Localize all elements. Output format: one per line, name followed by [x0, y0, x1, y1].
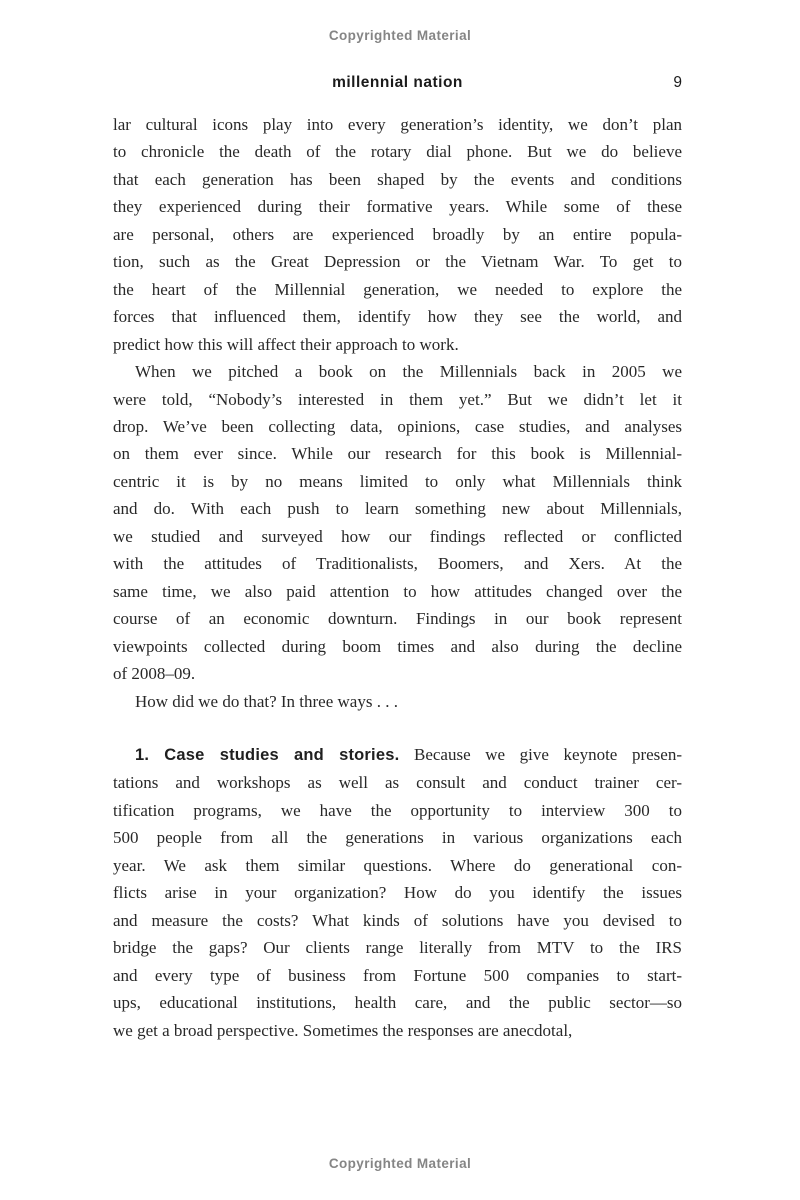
copyright-notice-top: Copyrighted Material [328, 28, 472, 43]
text-line: tations and workshops as well as consult and conduct trainer cer- [113, 773, 682, 793]
text-line: viewpoints collected during boom times and also during the decline [113, 636, 682, 656]
chapter-title: millennial nation [332, 74, 463, 91]
text-line: course of an economic downturn. Findings in our book represent [113, 609, 682, 629]
text-line: we studied and surveyed how our findings reflected or conflicted [113, 526, 682, 546]
text-line: tion, such as the Great Depression or the Vietnam War. To get to [113, 252, 682, 272]
text-line: forces that influenced them, identify how they see the world, and [113, 307, 682, 327]
page-number: 9 [673, 74, 682, 91]
text-line: were told, “Nobody’s interested in them yet.” But we didn’t let it [113, 389, 682, 409]
text-line: When we pitched a book on the Millennials back in 2005 we [135, 362, 682, 382]
text-line: on them ever since. While our research for this book is Millennial- [113, 444, 682, 464]
text-line: 1. Case studies and stories. Because we give keynote presen- [135, 744, 682, 764]
text-line: 500 people from all the generations in various organizations each [113, 828, 682, 848]
text-line: they experienced during their formative years. While some of these [113, 197, 682, 217]
text-line: predict how this will affect their approach to work. [113, 334, 459, 354]
text-line: of 2008–09. [113, 664, 196, 684]
text-line: to chronicle the death of the rotary dial phone. But we do believe [113, 142, 682, 162]
text-line: centric it is by no means limited to only what Millennials think [113, 471, 682, 491]
text-line: tification programs, we have the opportunity to interview 300 to [113, 800, 682, 820]
text-line: with the attitudes of Traditionalists, Boomers, and Xers. At the [113, 554, 682, 574]
text-line: we get a broad perspective. Sometimes the responses are anecdotal, [113, 1020, 573, 1040]
paragraph-3 [113, 688, 682, 715]
body-text [113, 111, 682, 1044]
text-line: ups, educational institutions, health care, and the public sector—so [113, 993, 682, 1013]
text-line: and measure the costs? What kinds of solutions have you devised to [113, 910, 682, 930]
text-line: lar cultural icons play into every generation’s identity, we don’t plan [113, 115, 682, 134]
paragraph-1 [113, 111, 682, 358]
text-line: drop. We’ve been collecting data, opinions, case studies, and analyses [113, 416, 682, 436]
text-line: flicts arise in your organization? How do you identify the issues [113, 883, 682, 903]
section-heading: 1. Case studies and stories. [135, 745, 400, 764]
text-line: are personal, others are experienced broadly by an entire popula- [113, 224, 682, 244]
text-line: the heart of the Millennial generation, we needed to explore the [113, 279, 682, 299]
paragraph-2 [113, 358, 682, 687]
text-line: that each generation has been shaped by the events and conditions [113, 169, 682, 189]
text-line: year. We ask them similar questions. Where do generational con- [113, 855, 682, 875]
text-line: bridge the gaps? Our clients range literally from MTV to the IRS [113, 938, 682, 958]
text-line: and do. With each push to learn something new about Millennials, [113, 499, 682, 519]
copyright-notice-bottom: Copyrighted Material [328, 1156, 472, 1171]
text-line: and every type of business from Fortune 500 companies to start- [113, 965, 682, 985]
running-header [113, 74, 682, 94]
paragraph-4 [113, 741, 682, 1044]
text-line: How did we do that? In three ways . . . [135, 691, 398, 711]
text-line: same time, we also paid attention to how attitudes changed over the [113, 581, 682, 601]
